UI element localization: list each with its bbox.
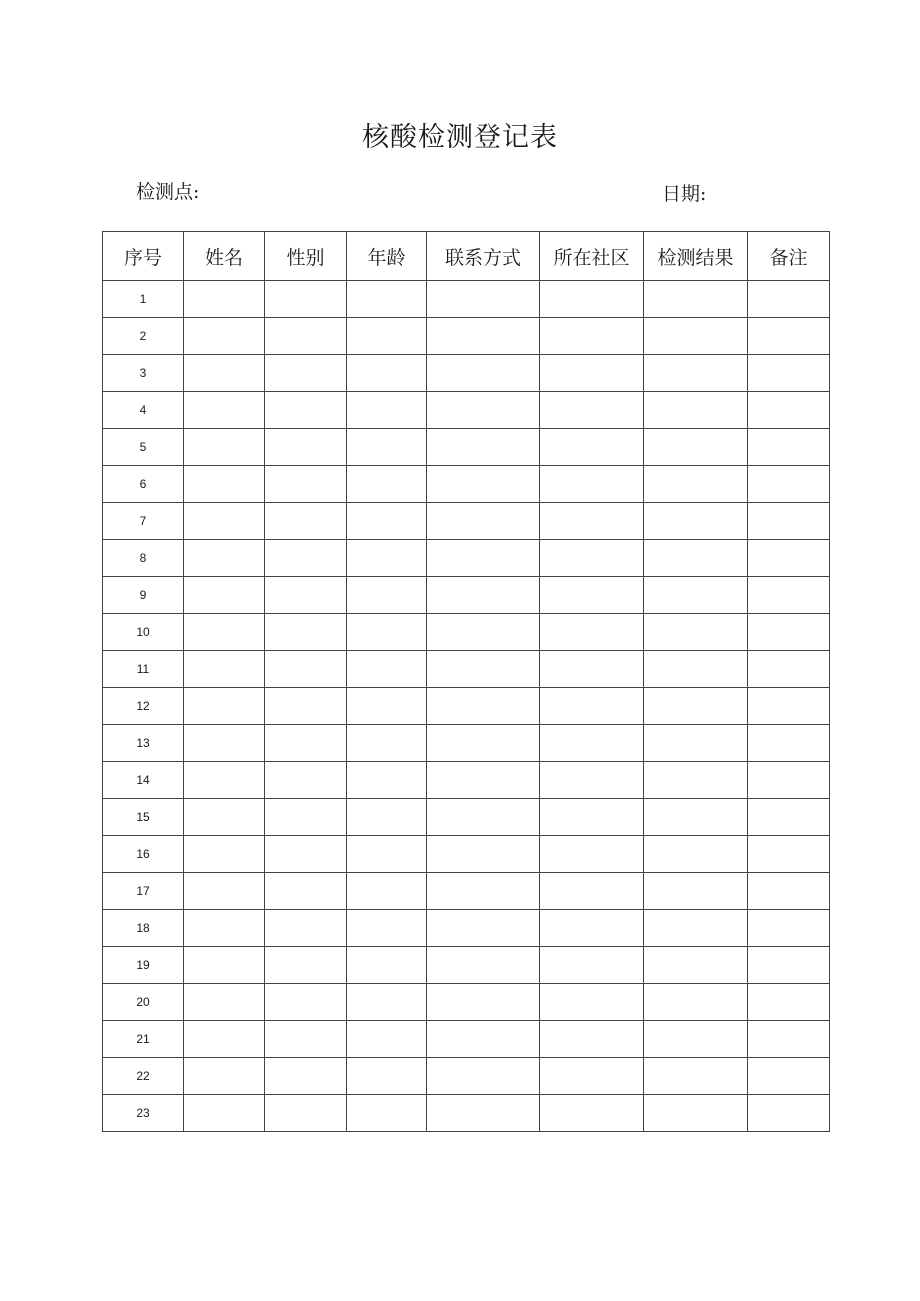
table-row: [103, 1058, 830, 1095]
column-header-contact: 联系方式: [427, 232, 540, 281]
column-header-serial: 序号: [103, 232, 184, 281]
age-cell: [347, 540, 427, 577]
gender-cell: [265, 1058, 347, 1095]
result-cell: [644, 947, 748, 984]
gender-cell: [265, 540, 347, 577]
community-cell: [540, 466, 644, 503]
contact-cell: [427, 947, 540, 984]
contact-cell: [427, 762, 540, 799]
community-cell: [540, 725, 644, 762]
row-number-cell: 23: [103, 1095, 184, 1132]
age-cell: [347, 725, 427, 762]
row-number-cell: 1: [103, 281, 184, 318]
result-cell: [644, 540, 748, 577]
table-row: [103, 725, 830, 762]
gender-cell: [265, 503, 347, 540]
test-site-label: 检测点:: [136, 181, 200, 203]
table-row: [103, 540, 830, 577]
name-cell: [184, 577, 265, 614]
registration-table: [102, 231, 830, 1132]
name-cell: [184, 1021, 265, 1058]
name-cell: [184, 355, 265, 392]
result-cell: [644, 799, 748, 836]
row-number-cell: 22: [103, 1058, 184, 1095]
contact-cell: [427, 429, 540, 466]
remarks-cell: [748, 688, 830, 725]
contact-cell: [427, 688, 540, 725]
contact-cell: [427, 984, 540, 1021]
name-cell: [184, 466, 265, 503]
row-number-cell: 19: [103, 947, 184, 984]
document-title: 核酸检测登记表: [362, 122, 558, 153]
row-number-cell: 20: [103, 984, 184, 1021]
community-cell: [540, 984, 644, 1021]
remarks-cell: [748, 429, 830, 466]
result-cell: [644, 614, 748, 651]
name-cell: [184, 651, 265, 688]
remarks-cell: [748, 281, 830, 318]
remarks-cell: [748, 836, 830, 873]
name-cell: [184, 910, 265, 947]
name-cell: [184, 281, 265, 318]
community-cell: [540, 910, 644, 947]
remarks-cell: [748, 1095, 830, 1132]
community-cell: [540, 392, 644, 429]
remarks-cell: [748, 466, 830, 503]
age-cell: [347, 984, 427, 1021]
row-number-cell: 9: [103, 577, 184, 614]
gender-cell: [265, 614, 347, 651]
column-header-result: 检测结果: [644, 232, 748, 281]
table-row: [103, 836, 830, 873]
contact-cell: [427, 318, 540, 355]
row-number-cell: 4: [103, 392, 184, 429]
table-row: [103, 429, 830, 466]
contact-cell: [427, 651, 540, 688]
gender-cell: [265, 910, 347, 947]
gender-cell: [265, 1095, 347, 1132]
contact-cell: [427, 873, 540, 910]
row-number-cell: 3: [103, 355, 184, 392]
name-cell: [184, 984, 265, 1021]
result-cell: [644, 873, 748, 910]
remarks-cell: [748, 762, 830, 799]
table-row: [103, 910, 830, 947]
age-cell: [347, 281, 427, 318]
table-row: [103, 614, 830, 651]
community-cell: [540, 1058, 644, 1095]
contact-cell: [427, 836, 540, 873]
remarks-cell: [748, 503, 830, 540]
table-row: [103, 503, 830, 540]
remarks-cell: [748, 392, 830, 429]
contact-cell: [427, 614, 540, 651]
community-cell: [540, 762, 644, 799]
column-header-age: 年龄: [347, 232, 427, 281]
gender-cell: [265, 762, 347, 799]
age-cell: [347, 799, 427, 836]
result-cell: [644, 1058, 748, 1095]
name-cell: [184, 1058, 265, 1095]
age-cell: [347, 762, 427, 799]
contact-cell: [427, 1095, 540, 1132]
name-cell: [184, 503, 265, 540]
table-row: [103, 799, 830, 836]
remarks-cell: [748, 651, 830, 688]
gender-cell: [265, 947, 347, 984]
gender-cell: [265, 799, 347, 836]
age-cell: [347, 614, 427, 651]
row-number-cell: 21: [103, 1021, 184, 1058]
result-cell: [644, 910, 748, 947]
age-cell: [347, 1095, 427, 1132]
remarks-cell: [748, 318, 830, 355]
gender-cell: [265, 651, 347, 688]
community-cell: [540, 318, 644, 355]
table-row: [103, 355, 830, 392]
contact-cell: [427, 577, 540, 614]
row-number-cell: 2: [103, 318, 184, 355]
row-number-cell: 7: [103, 503, 184, 540]
row-number-cell: 17: [103, 873, 184, 910]
name-cell: [184, 725, 265, 762]
row-number-cell: 14: [103, 762, 184, 799]
contact-cell: [427, 725, 540, 762]
table-row: [103, 318, 830, 355]
name-cell: [184, 429, 265, 466]
row-number-cell: 6: [103, 466, 184, 503]
gender-cell: [265, 984, 347, 1021]
name-cell: [184, 762, 265, 799]
age-cell: [347, 947, 427, 984]
name-cell: [184, 947, 265, 984]
header-row: [103, 232, 830, 281]
age-cell: [347, 429, 427, 466]
age-cell: [347, 466, 427, 503]
gender-cell: [265, 318, 347, 355]
result-cell: [644, 725, 748, 762]
age-cell: [347, 873, 427, 910]
contact-cell: [427, 1058, 540, 1095]
result-cell: [644, 392, 748, 429]
gender-cell: [265, 688, 347, 725]
remarks-cell: [748, 799, 830, 836]
gender-cell: [265, 1021, 347, 1058]
remarks-cell: [748, 725, 830, 762]
remarks-cell: [748, 1021, 830, 1058]
result-cell: [644, 355, 748, 392]
community-cell: [540, 614, 644, 651]
community-cell: [540, 947, 644, 984]
gender-cell: [265, 836, 347, 873]
table-row: [103, 873, 830, 910]
row-number-cell: 8: [103, 540, 184, 577]
age-cell: [347, 1058, 427, 1095]
result-cell: [644, 466, 748, 503]
contact-cell: [427, 540, 540, 577]
table-row: [103, 984, 830, 1021]
community-cell: [540, 577, 644, 614]
age-cell: [347, 910, 427, 947]
age-cell: [347, 577, 427, 614]
result-cell: [644, 1021, 748, 1058]
age-cell: [347, 651, 427, 688]
contact-cell: [427, 355, 540, 392]
row-number-cell: 18: [103, 910, 184, 947]
column-header-community: 所在社区: [540, 232, 644, 281]
remarks-cell: [748, 873, 830, 910]
column-header-name: 姓名: [184, 232, 265, 281]
name-cell: [184, 799, 265, 836]
contact-cell: [427, 799, 540, 836]
remarks-cell: [748, 947, 830, 984]
remarks-cell: [748, 614, 830, 651]
contact-cell: [427, 1021, 540, 1058]
name-cell: [184, 318, 265, 355]
row-number-cell: 13: [103, 725, 184, 762]
result-cell: [644, 429, 748, 466]
community-cell: [540, 355, 644, 392]
gender-cell: [265, 429, 347, 466]
row-number-cell: 16: [103, 836, 184, 873]
community-cell: [540, 1095, 644, 1132]
result-cell: [644, 836, 748, 873]
row-number-cell: 10: [103, 614, 184, 651]
remarks-cell: [748, 1058, 830, 1095]
remarks-cell: [748, 355, 830, 392]
name-cell: [184, 540, 265, 577]
table-row: [103, 281, 830, 318]
row-number-cell: 12: [103, 688, 184, 725]
remarks-cell: [748, 910, 830, 947]
table-row: [103, 577, 830, 614]
result-cell: [644, 577, 748, 614]
table-row: [103, 392, 830, 429]
name-cell: [184, 1095, 265, 1132]
community-cell: [540, 281, 644, 318]
gender-cell: [265, 466, 347, 503]
age-cell: [347, 688, 427, 725]
result-cell: [644, 762, 748, 799]
table-body: [103, 281, 830, 1132]
age-cell: [347, 392, 427, 429]
table-row: [103, 1095, 830, 1132]
result-cell: [644, 984, 748, 1021]
community-cell: [540, 540, 644, 577]
remarks-cell: [748, 984, 830, 1021]
remarks-cell: [748, 540, 830, 577]
table-row: [103, 1021, 830, 1058]
community-cell: [540, 836, 644, 873]
name-cell: [184, 614, 265, 651]
name-cell: [184, 392, 265, 429]
date-label: 日期:: [662, 183, 707, 205]
gender-cell: [265, 725, 347, 762]
community-cell: [540, 503, 644, 540]
table-row: [103, 651, 830, 688]
age-cell: [347, 355, 427, 392]
community-cell: [540, 429, 644, 466]
row-number-cell: 5: [103, 429, 184, 466]
table-row: [103, 762, 830, 799]
contact-cell: [427, 392, 540, 429]
result-cell: [644, 651, 748, 688]
row-number-cell: 11: [103, 651, 184, 688]
contact-cell: [427, 466, 540, 503]
age-cell: [347, 503, 427, 540]
community-cell: [540, 1021, 644, 1058]
community-cell: [540, 799, 644, 836]
gender-cell: [265, 873, 347, 910]
gender-cell: [265, 392, 347, 429]
gender-cell: [265, 281, 347, 318]
name-cell: [184, 836, 265, 873]
result-cell: [644, 1095, 748, 1132]
age-cell: [347, 836, 427, 873]
name-cell: [184, 688, 265, 725]
name-cell: [184, 873, 265, 910]
column-header-remarks: 备注: [748, 232, 830, 281]
community-cell: [540, 688, 644, 725]
contact-cell: [427, 281, 540, 318]
result-cell: [644, 503, 748, 540]
column-header-gender: 性别: [265, 232, 347, 281]
age-cell: [347, 318, 427, 355]
gender-cell: [265, 577, 347, 614]
table-row: [103, 947, 830, 984]
community-cell: [540, 651, 644, 688]
remarks-cell: [748, 577, 830, 614]
result-cell: [644, 688, 748, 725]
result-cell: [644, 281, 748, 318]
table-row: [103, 688, 830, 725]
result-cell: [644, 318, 748, 355]
community-cell: [540, 873, 644, 910]
contact-cell: [427, 503, 540, 540]
table-row: [103, 466, 830, 503]
contact-cell: [427, 910, 540, 947]
age-cell: [347, 1021, 427, 1058]
row-number-cell: 15: [103, 799, 184, 836]
gender-cell: [265, 355, 347, 392]
